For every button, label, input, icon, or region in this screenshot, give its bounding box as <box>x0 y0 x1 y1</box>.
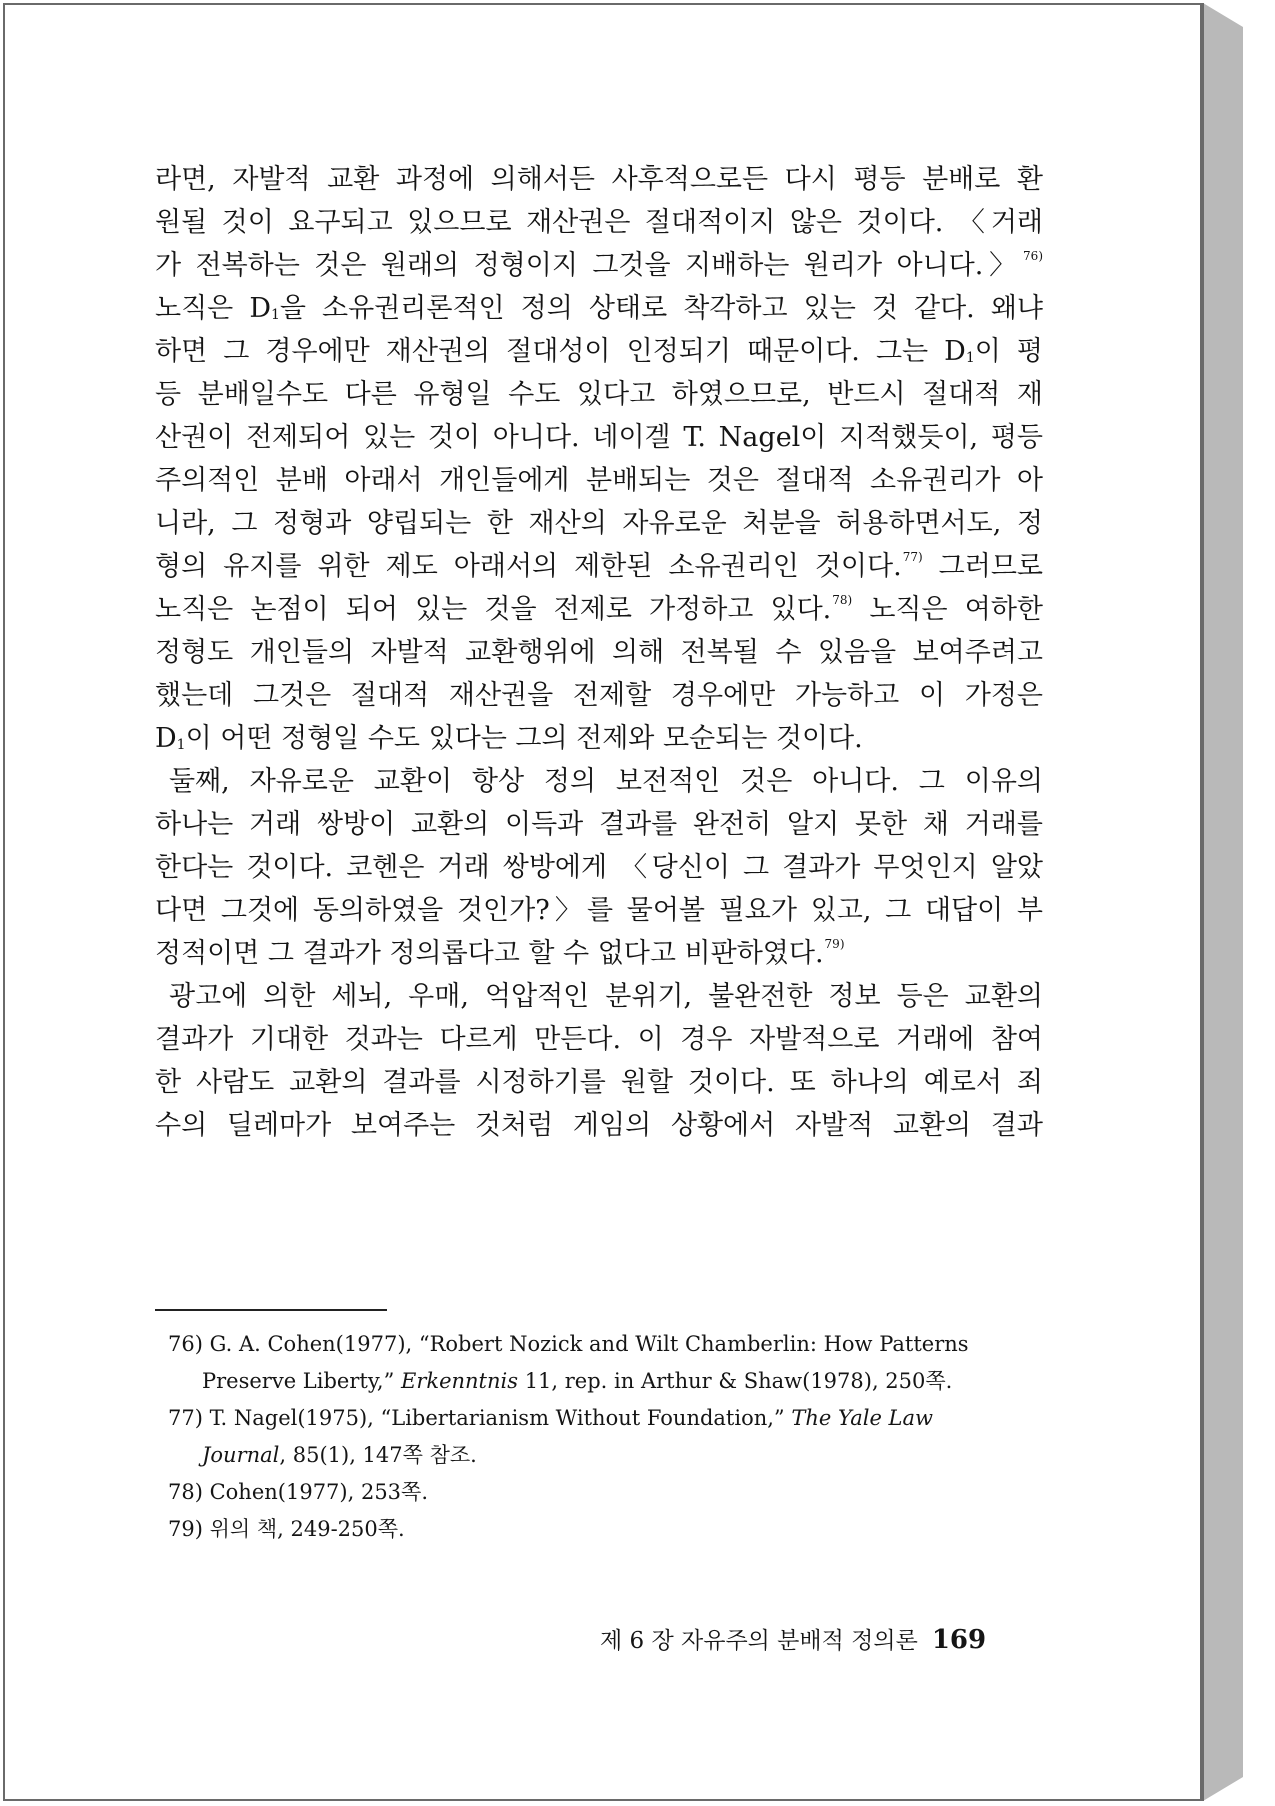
text-segment: 정적이면 그 결과가 정의롭다고 할 수 없다고 비판하였다. <box>155 938 824 969</box>
subscript: 1 <box>176 737 186 753</box>
text-segment: 그러므로 <box>922 551 1043 582</box>
main-text <box>155 158 1043 1147</box>
footnote-text: Cohen(1977), 253쪽. <box>202 1480 429 1504</box>
footnote-79 <box>168 1511 1043 1548</box>
footnotes <box>168 1326 1043 1548</box>
footnote-76 <box>168 1326 1043 1363</box>
footnote-number: 78) <box>168 1480 203 1504</box>
footnote-ref: 79) <box>824 937 845 951</box>
footnote-ref: 77) <box>902 550 923 564</box>
text-segment: 을 소유권리론적인 정의 상태로 착각하고 있는 것 같다. 왜냐 <box>279 293 1043 324</box>
text-segment: 노직은 D <box>155 293 271 324</box>
text-segment: D <box>155 723 177 754</box>
page-border <box>1200 3 1204 1801</box>
footnote-text: G. A. Cohen(1977), “Robert Nozick and Wilt Chamberlin: How Patterns <box>202 1332 969 1356</box>
footnote-number: 76) <box>168 1332 203 1356</box>
footnote-ref: 78) <box>832 593 853 607</box>
text-segment: 노직은 논점이 되어 있는 것을 전제로 가정하고 있다. <box>155 594 832 625</box>
text-line: 정형도 개인들의 자발적 교환행위에 의해 전복될 수 있음을 보여주려고 <box>155 637 1043 668</box>
text-line <box>155 287 1043 330</box>
page-stack-edge <box>1203 3 1243 1801</box>
text-line <box>155 717 1043 760</box>
footnote-number: 77) <box>168 1406 203 1430</box>
text-segment: 노직은 여하한 <box>852 594 1043 625</box>
text-line <box>155 588 1043 631</box>
text-line: 하나는 거래 쌍방이 교환의 이득과 결과를 완전히 알지 못한 채 거래를 <box>155 809 1043 840</box>
footnote-ref: 76) <box>1023 249 1043 263</box>
text-line: 한다는 것이다. 코헨은 거래 쌍방에게 〈당신이 그 결과가 무엇인지 알았 <box>155 852 1043 883</box>
text-line: 산권이 전제되어 있는 것이 아니다. 네이겔 T. Nagel이 지적했듯이, 평등 <box>155 422 1043 453</box>
footnote-text: 위의 책, 249-250쪽. <box>202 1517 405 1541</box>
journal-title: Journal <box>202 1443 280 1467</box>
chapter-title: 제 6 장 자유주의 분배적 정의론 <box>600 1628 918 1654</box>
footnote-number: 79) <box>168 1517 203 1541</box>
journal-title: The Yale Law <box>791 1406 933 1430</box>
text-line: 원될 것이 요구되고 있으므로 재산권은 절대적이지 않은 것이다. 〈거래 <box>155 207 1043 238</box>
text-line: 둘째, 자유로운 교환이 항상 정의 보전적인 것은 아니다. 그 이유의 <box>169 766 1043 797</box>
page-number: 169 <box>931 1625 987 1655</box>
subscript: 1 <box>965 350 975 366</box>
text-line: 했는데 그것은 절대적 재산권을 전제할 경우에만 가능하고 이 가정은 <box>155 680 1043 711</box>
footnote-77-cont <box>168 1437 1043 1474</box>
text-line: 라면, 자발적 교환 과정에 의해서든 사후적으로든 다시 평등 분배로 환 <box>155 164 1043 195</box>
journal-title: Erkenntnis <box>400 1369 519 1393</box>
footnote-text: Preserve Liberty,” <box>202 1369 401 1393</box>
footnote-text: T. Nagel(1975), “Libertarianism Without Foundation,” <box>202 1406 792 1430</box>
text-segment: 가 전복하는 것은 원래의 정형이지 그것을 지배하는 원리가 아니다.〉 <box>155 250 1023 281</box>
subscript: 1 <box>270 307 280 323</box>
footnote-77 <box>168 1400 1043 1437</box>
text-line: 수의 딜레마가 보여주는 것처럼 게임의 상황에서 자발적 교환의 결과 <box>155 1110 1043 1141</box>
text-segment: 이 어떤 정형일 수도 있다는 그의 전제와 모순되는 것이다. <box>185 723 863 754</box>
text-segment: 하면 그 경우에만 재산권의 절대성이 인정되기 때문이다. 그는 D <box>155 336 966 367</box>
footnote-text: , 85(1), 147쪽 참조. <box>279 1443 477 1467</box>
text-line <box>155 330 1043 373</box>
text-line: 광고에 의한 세뇌, 우매, 억압적인 분위기, 불완전한 정보 등은 교환의 <box>169 981 1043 1012</box>
text-segment: 이 평 <box>974 336 1043 367</box>
running-footer <box>600 1625 1020 1656</box>
text-line: 니라, 그 정형과 양립되는 한 재산의 자유로운 처분을 허용하면서도, 정 <box>155 508 1043 539</box>
footnote-text: 11, rep. in Arthur & Shaw(1978), 250쪽. <box>518 1369 953 1393</box>
text-line <box>155 244 1043 287</box>
footnote-76-cont <box>168 1363 1043 1400</box>
footnote-divider <box>155 1309 387 1311</box>
text-segment: 형의 유지를 위한 제도 아래서의 제한된 소유권리인 것이다. <box>155 551 902 582</box>
text-line: 결과가 기대한 것과는 다르게 만든다. 이 경우 자발적으로 거래에 참여 <box>155 1024 1043 1055</box>
text-line: 한 사람도 교환의 결과를 시정하기를 원할 것이다. 또 하나의 예로서 죄 <box>155 1067 1043 1098</box>
text-line <box>155 932 1043 975</box>
text-line: 다면 그것에 동의하였을 것인가?〉를 물어볼 필요가 있고, 그 대답이 부 <box>155 895 1043 926</box>
text-line <box>155 545 1043 588</box>
text-line: 주의적인 분배 아래서 개인들에게 분배되는 것은 절대적 소유권리가 아 <box>155 465 1043 496</box>
text-line: 등 분배일수도 다른 유형일 수도 있다고 하였으므로, 반드시 절대적 재 <box>155 379 1043 410</box>
footnote-78 <box>168 1474 1043 1511</box>
